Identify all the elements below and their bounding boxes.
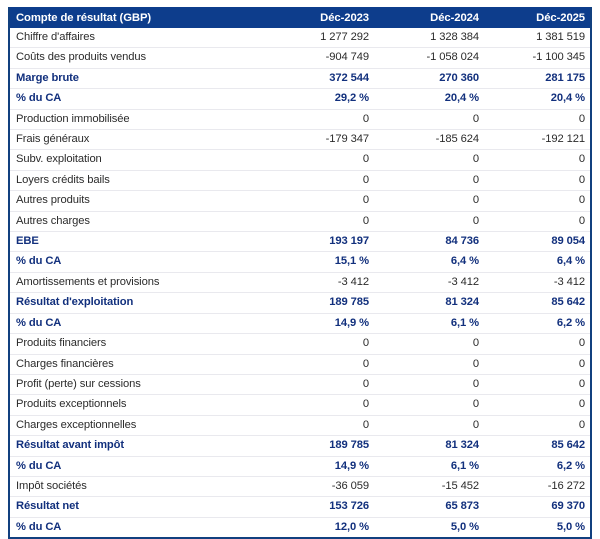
table-row: [10, 517, 590, 537]
row-value-col-2: 0: [374, 150, 484, 170]
row-value-col-2: -3 412: [374, 272, 484, 292]
table-header: [10, 7, 590, 28]
row-value-col-1: -36 059: [264, 476, 374, 496]
table-row: [10, 28, 590, 48]
row-value-col-2: 270 360: [374, 68, 484, 88]
row-value-col-1: 12,0 %: [334, 520, 369, 533]
row-value-col-2: 0: [374, 109, 484, 129]
table-row: [10, 68, 590, 88]
table-row: [10, 436, 590, 456]
table-row: [10, 48, 590, 68]
table-row: [10, 293, 590, 313]
table-row: [10, 170, 590, 190]
row-label: Frais généraux: [10, 130, 264, 150]
row-value-col-3: 6,4 %: [484, 252, 590, 272]
table-row: [10, 456, 590, 476]
row-value-col-3: 20,4 %: [484, 89, 590, 109]
row-label: Résultat d'exploitation: [10, 293, 264, 313]
table-row: [10, 150, 590, 170]
row-value-col-1: 0: [264, 415, 374, 435]
row-label: Autres charges: [10, 211, 264, 231]
row-value-col-1: 14,9 %: [264, 456, 374, 476]
row-label: % du CA: [16, 520, 62, 533]
row-value-col-1: 189 785: [264, 293, 374, 313]
row-label: Profit (perte) sur cessions: [10, 374, 264, 394]
table-body: [10, 28, 590, 537]
row-value-col-3: 0: [484, 415, 590, 435]
table-row: [10, 395, 590, 415]
header-column-1: Déc-2023: [264, 7, 374, 28]
row-value-col-2: 6,4 %: [374, 252, 484, 272]
header-title: Compte de résultat (GBP): [10, 7, 264, 28]
row-value-col-2: 0: [374, 211, 484, 231]
row-value-col-3: 1 381 519: [484, 28, 590, 48]
row-value-col-1: 0: [264, 191, 374, 211]
row-value-col-3: -1 100 345: [484, 48, 590, 68]
row-value-col-3: 5,0 %: [556, 520, 585, 533]
row-value-col-1: 0: [264, 334, 374, 354]
row-value-col-2: -1 058 024: [374, 48, 484, 68]
row-value-col-3: 6,2 %: [484, 313, 590, 333]
row-value-col-2: 81 324: [374, 293, 484, 313]
row-value-col-3: 69 370: [484, 497, 590, 517]
row-label: Produits exceptionnels: [10, 395, 264, 415]
table-row: [10, 109, 590, 129]
table-row: [10, 130, 590, 150]
row-label: % du CA: [10, 313, 264, 333]
row-label: Résultat net: [10, 497, 264, 517]
table-row: [10, 272, 590, 292]
header-column-2: Déc-2024: [374, 7, 484, 28]
row-label: Charges financières: [10, 354, 264, 374]
row-value-col-1: -904 749: [264, 48, 374, 68]
row-value-col-3: 0: [484, 334, 590, 354]
row-value-col-1: 189 785: [264, 436, 374, 456]
income-statement-table-frame: [8, 7, 592, 539]
row-label: % du CA: [10, 89, 264, 109]
row-value-col-1: -179 347: [264, 130, 374, 150]
header-column-3: Déc-2025: [484, 7, 590, 28]
row-value-col-2: -15 452: [374, 476, 484, 496]
row-label: Coûts des produits vendus: [10, 48, 264, 68]
row-value-col-2: 0: [374, 395, 484, 415]
row-value-col-1: 372 544: [264, 68, 374, 88]
table-row: [10, 476, 590, 496]
row-value-col-1: 0: [264, 211, 374, 231]
row-value-col-2: 0: [374, 170, 484, 190]
row-value-col-3: 89 054: [484, 232, 590, 252]
row-label: Marge brute: [10, 68, 264, 88]
table-row: [10, 374, 590, 394]
row-value-col-1: 0: [264, 354, 374, 374]
row-value-col-3: 6,2 %: [484, 456, 590, 476]
row-value-col-2: 1 328 384: [374, 28, 484, 48]
row-value-col-1: 193 197: [264, 232, 374, 252]
row-value-col-3: 0: [484, 354, 590, 374]
row-label: % du CA: [10, 456, 264, 476]
row-value-col-2: 0: [374, 334, 484, 354]
row-value-col-2: 0: [374, 374, 484, 394]
row-value-col-2: 84 736: [374, 232, 484, 252]
row-label: Loyers crédits bails: [10, 170, 264, 190]
row-value-col-1: 0: [264, 374, 374, 394]
table-row: [10, 334, 590, 354]
row-value-col-2: 6,1 %: [374, 313, 484, 333]
row-value-col-2: -185 624: [374, 130, 484, 150]
row-value-col-3: 85 642: [484, 436, 590, 456]
row-value-col-3: 85 642: [484, 293, 590, 313]
table-row: [10, 497, 590, 517]
table-row: [10, 232, 590, 252]
row-value-col-2: 0: [374, 354, 484, 374]
row-value-col-2: 6,1 %: [374, 456, 484, 476]
row-value-col-3: 0: [484, 170, 590, 190]
table-row: [10, 313, 590, 333]
row-value-col-1: 0: [264, 150, 374, 170]
row-value-col-3: 0: [484, 374, 590, 394]
row-value-col-2: 0: [374, 191, 484, 211]
table-row: [10, 191, 590, 211]
row-value-col-2: 0: [374, 415, 484, 435]
row-value-col-2: 5,0 %: [450, 520, 479, 533]
row-value-col-1: 153 726: [264, 497, 374, 517]
row-value-col-1: 29,2 %: [264, 89, 374, 109]
row-label: % du CA: [10, 252, 264, 272]
row-value-col-3: 0: [484, 109, 590, 129]
table-row: [10, 211, 590, 231]
header-row: [10, 7, 590, 28]
row-label: EBE: [10, 232, 264, 252]
row-value-col-1: -3 412: [264, 272, 374, 292]
row-value-col-3: 281 175: [484, 68, 590, 88]
row-label: Produits financiers: [10, 334, 264, 354]
table-row: [10, 354, 590, 374]
row-value-col-3: -3 412: [484, 272, 590, 292]
row-value-col-1: 14,9 %: [264, 313, 374, 333]
row-value-col-3: -16 272: [484, 476, 590, 496]
row-value-col-1: 0: [264, 109, 374, 129]
row-label: Subv. exploitation: [10, 150, 264, 170]
row-value-col-2: 20,4 %: [374, 89, 484, 109]
row-value-col-3: 0: [484, 395, 590, 415]
row-value-col-1: 1 277 292: [264, 28, 374, 48]
row-label: Chiffre d'affaires: [10, 28, 264, 48]
row-label: Production immobilisée: [10, 109, 264, 129]
row-value-col-1: 0: [264, 395, 374, 415]
table-row: [10, 252, 590, 272]
row-label: Impôt sociétés: [10, 476, 264, 496]
income-statement-table: [10, 7, 590, 537]
row-value-col-1: 15,1 %: [264, 252, 374, 272]
row-value-col-1: 0: [264, 170, 374, 190]
row-label: Autres produits: [10, 191, 264, 211]
row-label: Charges exceptionnelles: [10, 415, 264, 435]
table-row: [10, 415, 590, 435]
row-value-col-3: 0: [484, 211, 590, 231]
row-value-col-2: 65 873: [374, 497, 484, 517]
table-row: [10, 89, 590, 109]
row-value-col-3: -192 121: [484, 130, 590, 150]
row-label: Résultat avant impôt: [10, 436, 264, 456]
row-value-col-2: 81 324: [374, 436, 484, 456]
row-value-col-3: 0: [484, 191, 590, 211]
row-label: Amortissements et provisions: [10, 272, 264, 292]
row-value-col-3: 0: [484, 150, 590, 170]
